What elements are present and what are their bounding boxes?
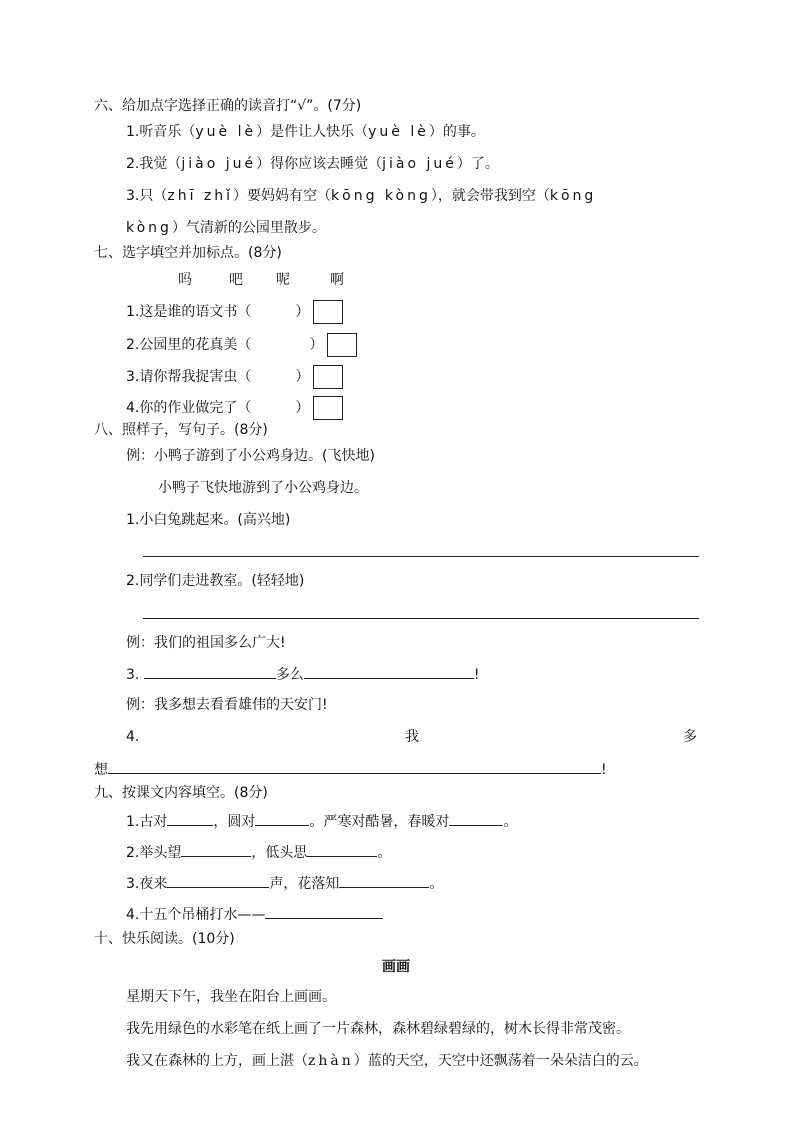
s9-question-2 (126, 842, 391, 863)
s9-q2-b: ，低头思 (251, 845, 308, 861)
s7-item-2-text: 2.公园里的花真美（ (126, 337, 252, 353)
s9-q1-blank-2[interactable] (255, 811, 309, 826)
s8-q4-number: 4. (126, 729, 140, 745)
s8-q4-end: ! (601, 762, 607, 778)
s7-option-3: 呢 (276, 272, 290, 288)
s6-q3-end: ）气清新的公园里散步。 (171, 220, 326, 236)
s8-q3-end: ! (473, 667, 480, 683)
s6-q3-pinyin-1: zhī zhǐ (167, 188, 234, 204)
s9-q4-blank[interactable] (265, 904, 383, 919)
s7-item-4-answer-box[interactable] (313, 396, 343, 420)
section-6-title: 六、给加点字选择正确的读音打“√”。(7分) (94, 98, 362, 114)
s8-q1-answer-line[interactable] (143, 556, 699, 557)
s6-question-2 (126, 154, 499, 174)
section-8-title: 八、照样子，写句子。(8分) (94, 422, 268, 438)
s7-item-1-text: 1.这是谁的语文书（ (126, 304, 252, 320)
s8-example-1-answer: 小鸭子飞快地游到了小公鸡身边。 (158, 480, 368, 496)
s8-q3-blank-2[interactable] (304, 664, 474, 679)
s8-q3-number: 3. (126, 667, 140, 683)
s6-q2-b: ）得你应该去睡觉（ (256, 156, 383, 172)
s9-q1-d: 。 (503, 814, 518, 830)
s7-option-1: 吗 (178, 272, 192, 288)
s7-item-4-close: ） (295, 400, 310, 416)
s9-q3-blank-2[interactable] (339, 873, 429, 888)
s6-q3-a: 3.只（ (126, 188, 168, 204)
s8-example-1: 例：小鸭子游到了小公鸡身边。(飞快地) (126, 448, 375, 464)
s7-option-4: 啊 (330, 272, 344, 288)
s8-q4-xiang: 想 (94, 762, 108, 778)
s6-question-1 (126, 122, 485, 142)
story-paragraph-2: 我先用绿色的水彩笔在纸上画了一片森林，森林碧绿碧绿的，树木长得非常茂密。 (126, 1021, 630, 1037)
section-9-title: 九、按课文内容填空。(8分) (94, 785, 268, 801)
s8-question-3 (126, 664, 479, 685)
s9-q2-blank-1[interactable] (181, 842, 251, 857)
s6-q3-pinyin-2: kōng kòng (331, 188, 431, 204)
s7-item-3 (126, 365, 343, 389)
s6-question-3-cont (126, 218, 326, 238)
s7-item-3-answer-box[interactable] (313, 365, 343, 389)
s7-item-2-close: ） (309, 337, 324, 353)
s7-item-4-text: 4.你的作业做完了（ (126, 400, 252, 416)
story-paragraph-3 (126, 1051, 648, 1071)
s7-item-2-answer-box[interactable] (327, 333, 357, 357)
s9-question-1 (126, 811, 517, 832)
s7-option-2: 吧 (229, 272, 243, 288)
section-7-title: 七、选字填空并加标点。(8分) (94, 245, 282, 261)
s7-item-1-close: ） (295, 304, 310, 320)
s6-q1-b: ）是件让人快乐（ (256, 124, 369, 140)
s9-q3-c: 。 (429, 876, 444, 892)
s8-q3-middle: 多么 (275, 667, 304, 683)
s9-q1-b: ，圆对 (213, 814, 256, 830)
s8-question-4-line (94, 759, 607, 780)
s6-q2-pinyin-1: jiào jué (181, 156, 257, 172)
s9-q2-blank-2[interactable] (307, 842, 377, 857)
story-paragraph-1: 星期天下午，我坐在阳台上画画。 (126, 989, 336, 1005)
s7-item-2 (126, 333, 357, 357)
s6-q3-pinyin-3: kōng (549, 188, 597, 204)
s8-q4-blank[interactable] (108, 759, 601, 774)
s9-q3-blank-1[interactable] (167, 873, 269, 888)
s7-item-1 (126, 300, 343, 324)
s9-q4-a: 4.十五个吊桶打水—— (126, 907, 266, 923)
s6-question-3 (126, 186, 596, 206)
s9-q3-a: 3.夜来 (126, 876, 168, 892)
s8-q3-blank-1[interactable] (144, 664, 276, 679)
story-p3-b: ）蓝的天空，天空中还飘荡着一朵朵洁白的云。 (353, 1053, 648, 1069)
s9-q2-c: 。 (377, 845, 392, 861)
s6-q3-c: ），就会带我到空（ (430, 188, 550, 204)
s8-question-2: 2.同学们走进教室。(轻轻地) (126, 573, 305, 589)
s6-q2-c: ）了。 (456, 156, 499, 172)
s6-q1-a: 1.听音乐（ (126, 124, 196, 140)
s6-q3-b: ）要妈妈有空（ (233, 188, 332, 204)
s7-item-3-text: 3.请你帮我捉害虫（ (126, 369, 252, 385)
s8-q2-answer-line[interactable] (143, 618, 699, 619)
s9-q1-a: 1.古对 (126, 814, 168, 830)
s9-question-4 (126, 904, 383, 925)
s9-q1-blank-1[interactable] (167, 811, 213, 826)
s6-q1-pinyin-2: yuè lè (368, 124, 429, 140)
s6-q2-pinyin-2: jiào jué (382, 156, 457, 172)
story-p3-pinyin: zhàn (308, 1053, 354, 1069)
story-p3-a: 我又在森林的上方，画上湛（ (126, 1053, 308, 1069)
section-10-title: 十、快乐阅读。(10分) (94, 931, 235, 947)
story-title: 画画 (382, 959, 410, 975)
s9-q1-blank-3[interactable] (449, 811, 503, 826)
s6-q1-pinyin-1: yuè lè (195, 124, 257, 140)
s8-example-3: 例：我多想去看看雄伟的天安门! (126, 697, 328, 713)
s8-q4-wo: 我 (405, 729, 419, 745)
s9-q1-c: 。严寒对酷暑，春暖对 (309, 814, 450, 830)
s9-question-3 (126, 873, 443, 894)
s6-q2-a: 2.我觉（ (126, 156, 182, 172)
s7-item-4 (126, 396, 343, 420)
s6-q3-pinyin-4: kòng (126, 220, 172, 236)
s6-q1-c: ）的事。 (428, 124, 485, 140)
s9-q3-b: 声，花落知 (269, 876, 340, 892)
s8-question-1: 1.小白兔跳起来。(高兴地) (126, 512, 291, 528)
s9-q2-a: 2.举头望 (126, 845, 182, 861)
s7-item-1-answer-box[interactable] (313, 300, 343, 324)
s7-item-3-close: ） (295, 369, 310, 385)
s8-q4-duo: 多 (683, 729, 697, 745)
s8-example-2: 例：我们的祖国多么广大! (126, 635, 286, 651)
